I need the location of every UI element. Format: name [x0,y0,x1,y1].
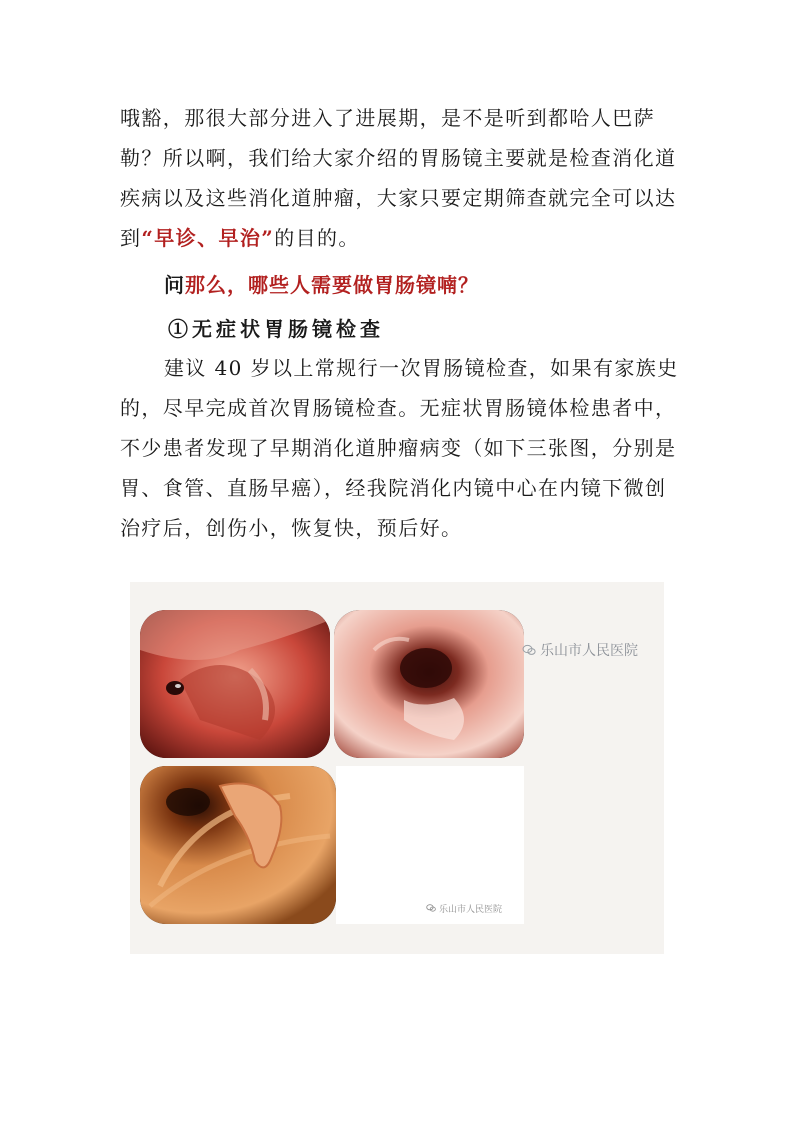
question-line [164,268,479,302]
weixin-icon [522,643,536,657]
weixin-icon [426,903,436,913]
hospital-watermark-large-text: 乐山市人民医院 [540,643,638,659]
paragraph-recommendation: 建议 40 岁以上常规行一次胃肠镜检查，如果有家族史的，尽早完成首次胃肠镜检查。无症状胃肠镜体检患者中，不少患者发现了早期消化道肿瘤病变（如下三张图，分别是胃、食管、直肠早癌），经我院消化内镜中心在内镜下微创治疗后，创伤小，恢复快，预后好。 [120,356,679,540]
paragraph-intro-text: 哦豁，那很大部分进入了进展期，是不是听到都哈人巴萨勒？所以啊，我们给大家介绍的胃肠镜主要就是检查消化道疾病以及这些消化道肿瘤，大家只要定期筛查就完全可以达到 [120,106,677,250]
hospital-watermark-small [426,902,502,915]
rectum-endoscopy-photo [140,766,336,924]
hospital-watermark-small-text: 乐山市人民医院 [439,905,503,915]
endoscopy-figure [130,582,664,954]
paragraph-intro-tail: 的目的。 [274,226,360,250]
question-text: 那么，哪些人需要做胃肠镜喃？ [185,273,479,297]
hospital-watermark-large [522,640,638,660]
esophagus-endoscopy-photo [334,610,524,758]
question-prefix: 问 [164,273,185,297]
blank-panel [336,766,524,924]
stomach-endoscopy-photo [140,610,330,758]
emphasis-early-diagnosis: “早诊、早治” [141,226,275,250]
paragraph-intro [120,98,680,258]
section-heading: ①无症状胃肠镜检查 [168,317,384,341]
